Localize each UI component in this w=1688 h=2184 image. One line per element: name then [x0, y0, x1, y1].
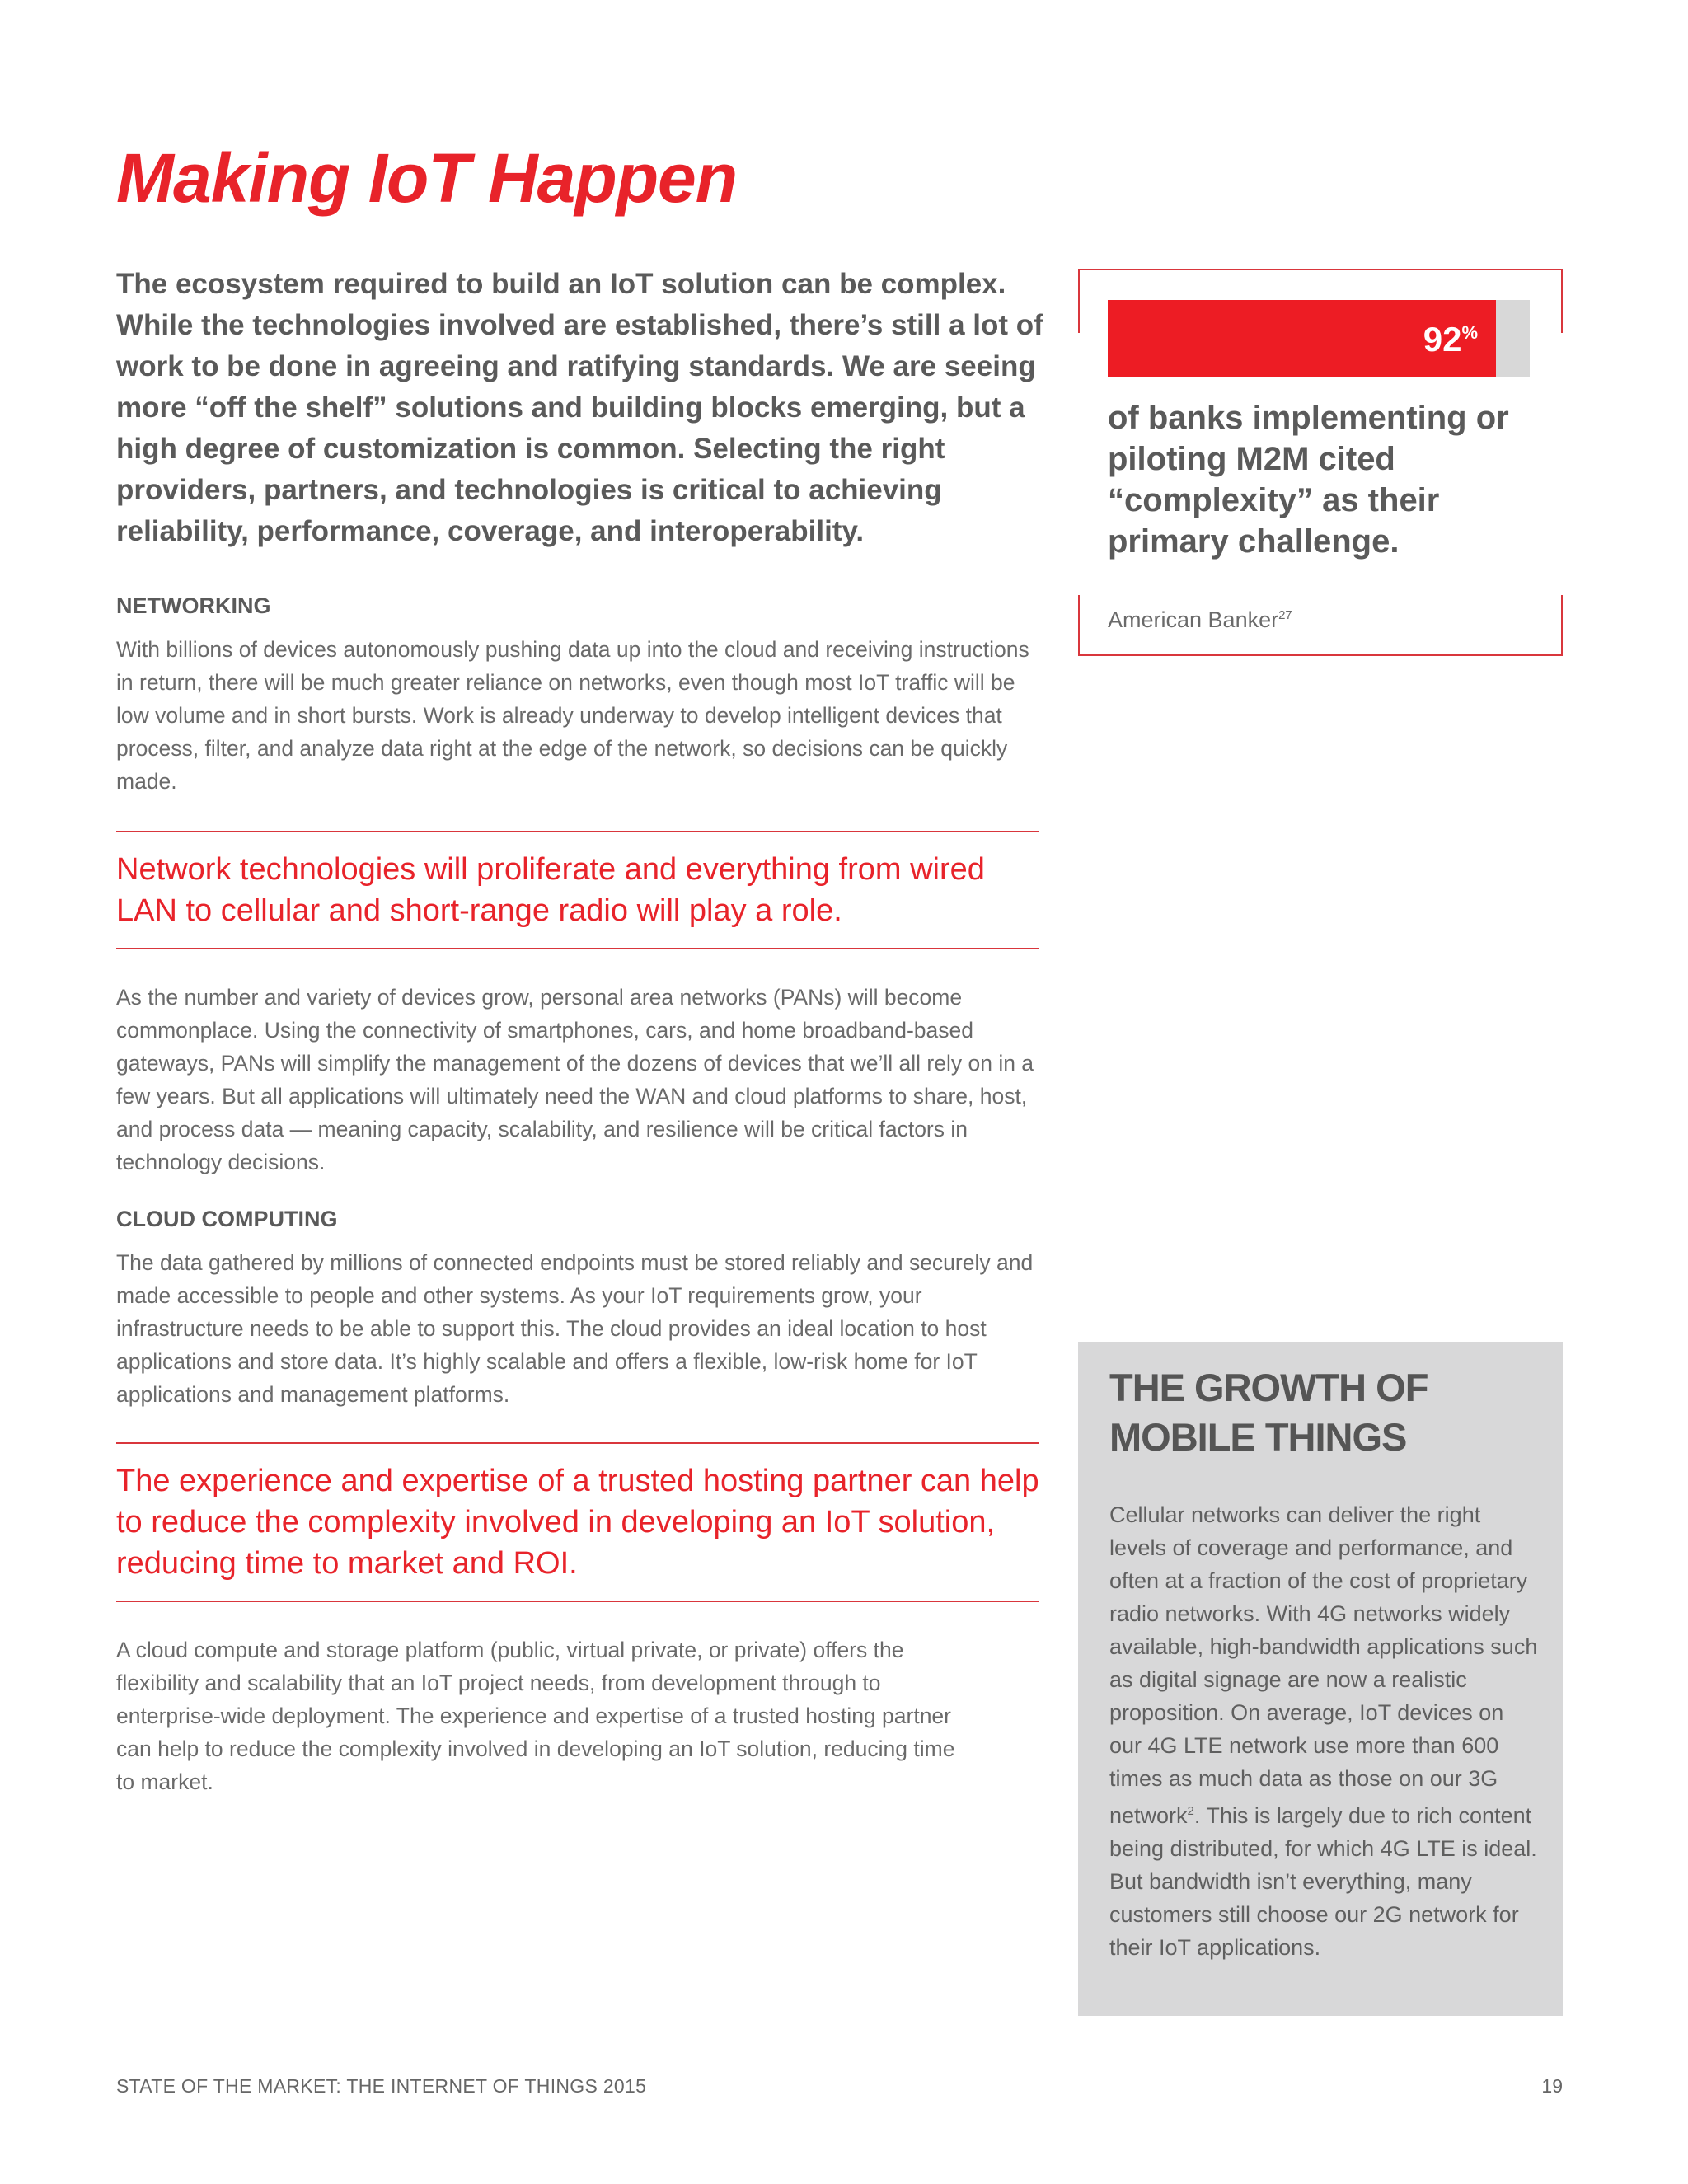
- networking-paragraph-1: With billions of devices autonomously pushing data up into the cloud and receiving instructions in return, there will be much greater reliance on networks, even though most IoT traffic will be low volume and in short bursts. Work is already underway to develop intelligent devices that process, filter, and analyze data right at the edge of the network, so decisions can be quickly made.: [116, 637, 1029, 794]
- cloud-computing-heading: CLOUD COMPUTING: [116, 1207, 338, 1231]
- stat-caption: of banks implementing or piloting M2M cited “complexity” as their primary challenge.: [1108, 400, 1509, 560]
- sidebar-footnote-ref: 2: [1187, 1804, 1194, 1818]
- sidebar-title: THE GROWTH OF MOBILE THINGS: [1109, 1366, 1428, 1459]
- networking-pull-quote: [116, 831, 1039, 949]
- stat-source-name: American Banker: [1108, 607, 1279, 632]
- sidebar-text-part-2: . This is largely due to rich content being distributed, for which 4G LTE is ideal. But bandwidth isn’t everything, many customers still choose our 2G network for their IoT applications.: [1109, 1803, 1537, 1960]
- cloud-pull-quote-text: The experience and expertise of a trusted hosting partner can help to reduce the complexity involved in developing an IoT solution, reducing time to market and ROI.: [116, 1464, 1039, 1581]
- stat-source: [1108, 602, 1292, 634]
- stat-source-ref: 27: [1278, 608, 1292, 622]
- stat-unit: %: [1461, 322, 1478, 343]
- stat-border-top: [1078, 269, 1563, 270]
- networking-heading: NETWORKING: [116, 593, 271, 618]
- stat-value: [1423, 320, 1478, 359]
- stat-progress-fill: [1108, 300, 1496, 377]
- footer-title: STATE OF THE MARKET: THE INTERNET OF THINGS 2015: [116, 2075, 647, 2097]
- stat-border-right-top: [1561, 269, 1563, 333]
- stat-border-left-bottom: [1078, 595, 1080, 656]
- page-number: 19: [1541, 2075, 1563, 2097]
- sidebar-text-part-1: Cellular networks can deliver the right levels of coverage and performance, and often at a fraction of the cost of proprietary radio networks. With 4G networks widely available, high-bandwidth applications such as digital signage are now a realistic proposition. On average, IoT devices on our 4G LTE network use more than 600 times as much data as those on our 3G network: [1109, 1502, 1538, 1828]
- networking-pull-quote-text: Network technologies will proliferate and everything from wired LAN to cellular and short-range radio will play a role.: [116, 852, 985, 928]
- networking-paragraph-2: As the number and variety of devices grow, personal area networks (PANs) will become commonplace. Using the connectivity of smartphones, cars, and home broadband-based gateways, PANs will simplify the management of the dozens of devices that we’ll all rely on in a few years. But all applications will ultimately need the WAN and cloud platforms to share, host, and process data — meaning capacity, scalability, and resilience will be critical factors in technology decisions.: [116, 985, 1034, 1174]
- cloud-paragraph-2: A cloud compute and storage platform (public, virtual private, or private) offers the flexibility and scalability that an IoT project needs, from development through to enterprise-wide deployment. The experience and expertise of a trusted hosting partner can help to reduce the complexity involved in developing an IoT solution, reducing time to market.: [116, 1638, 955, 1794]
- cloud-paragraph-1: The data gathered by millions of connected endpoints must be stored reliably and securely and made accessible to people and other systems. As your IoT requirements grow, your infrastructure needs to be able to support this. The cloud provides an ideal location to host applications and store data. It’s highly scalable and offers a flexible, low-risk home for IoT applications and management platforms.: [116, 1250, 1034, 1407]
- stat-progress-bar: [1108, 300, 1530, 377]
- sidebar-growth-of-mobile-things: [1078, 1342, 1563, 2016]
- stat-border-right-bottom: [1561, 595, 1563, 656]
- stat-callout: [1078, 269, 1563, 656]
- sidebar-text: [1109, 1498, 1538, 1964]
- stat-border-left-top: [1078, 269, 1080, 333]
- cloud-pull-quote: [116, 1442, 1039, 1602]
- stat-number: 92: [1423, 320, 1462, 359]
- page-title: Making IoT Happen: [116, 139, 738, 217]
- stat-border-bottom: [1078, 654, 1563, 656]
- intro-paragraph: The ecosystem required to build an IoT solution can be complex. While the technologies involved are established, there’s still a lot of work to be done in agreeing and ratifying standards. We are seeing more “off the shelf” solutions and building blocks emerging, but a high degree of customization is common. Selecting the right providers, partners, and technologies is critical to achieving reliability, performance, coverage, and interoperability.: [116, 268, 1043, 547]
